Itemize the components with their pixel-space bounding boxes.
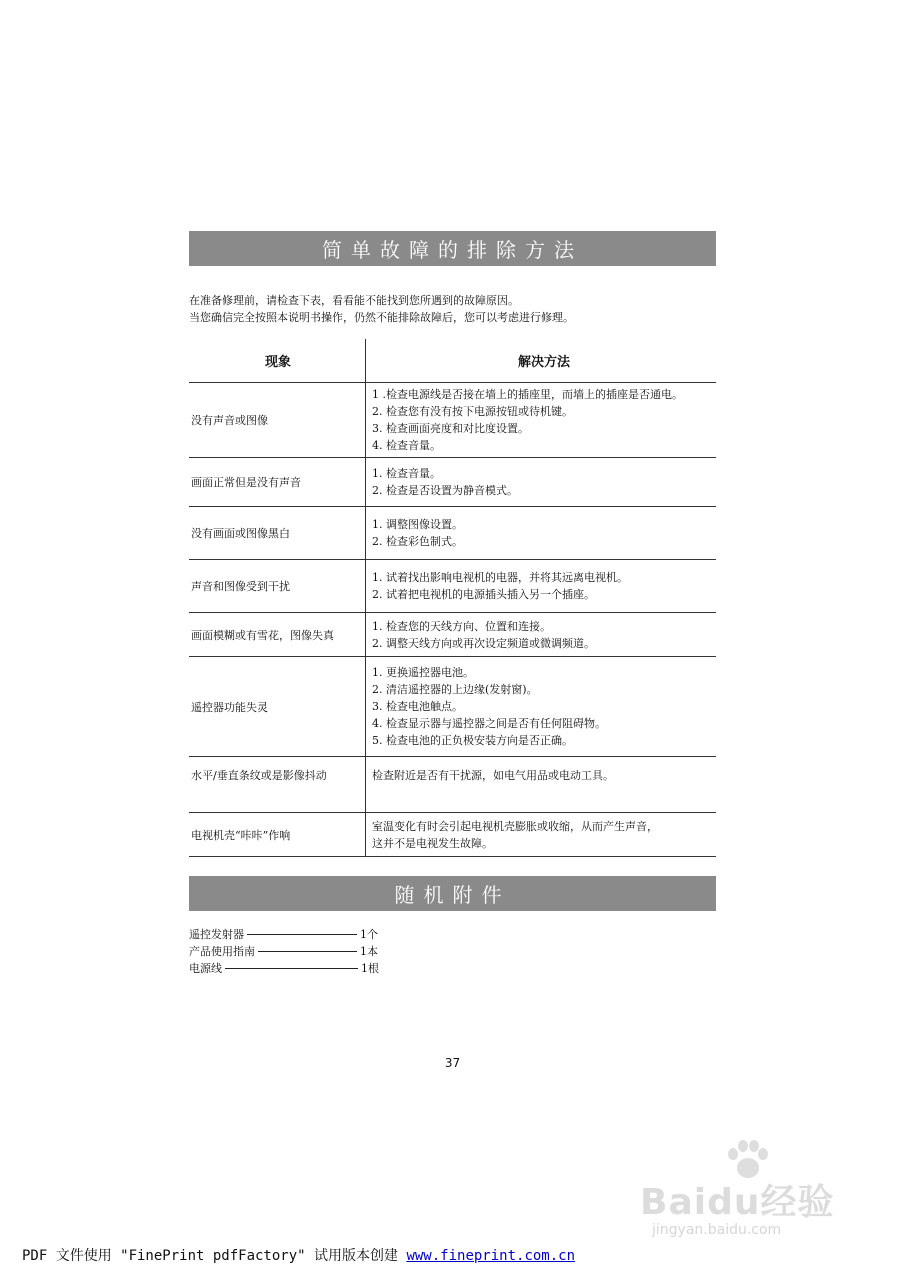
troubleshooting-table	[189, 339, 716, 857]
solution-cell	[366, 458, 717, 507]
accessory-qty: 1个	[360, 928, 378, 941]
table-row	[189, 813, 716, 857]
symptom-cell: 没有声音或图像	[189, 383, 366, 458]
solution-step: 这并不是电视发生故障。	[372, 836, 493, 850]
table-row	[189, 613, 716, 657]
solution-step: 2. 清洁遥控器的上边缘(发射窗)。	[372, 683, 538, 696]
accessory-list	[189, 926, 379, 977]
table-row	[189, 383, 716, 458]
pdf-footer	[22, 1245, 575, 1265]
solution-step: 2. 检查您有没有按下电源按钮或待机键。	[372, 405, 573, 418]
fineprint-link[interactable]: www.fineprint.com.cn	[406, 1248, 576, 1264]
solution-step: 2. 调整天线方向或再次设定频道或微调频道。	[372, 636, 595, 650]
solution-step: 4. 检查音量。	[372, 439, 441, 452]
section-title-troubleshooting: 简单故障的排除方法	[189, 231, 716, 266]
accessory-name: 产品使用指南	[189, 945, 255, 958]
symptom-cell: 水平/垂直条纹或是影像抖动	[189, 757, 366, 813]
intro-line: 当您确信完全按照本说明书操作，仍然不能排除故障后，您可以考虑进行修理。	[189, 311, 574, 324]
symptom-cell: 画面模糊或有雪花，图像失真	[189, 613, 366, 657]
section-title-accessories: 随机附件	[189, 876, 716, 911]
table-row	[189, 757, 716, 813]
solution-step: 3. 检查电池触点。	[372, 700, 463, 713]
solution-step: 1. 检查音量。	[372, 467, 441, 480]
page-number: 37	[444, 1056, 461, 1070]
accessory-qty: 1根	[361, 962, 379, 975]
footer-text: PDF 文件使用 "FinePrint pdfFactory" 试用版本创建	[22, 1248, 407, 1264]
solution-step: 1. 调整图像设置。	[372, 518, 463, 531]
solution-step: 4. 检查显示器与遥控器之间是否有任何阻碍物。	[372, 717, 606, 730]
leader-line	[247, 934, 357, 935]
symptom-cell: 没有画面或图像黑白	[189, 507, 366, 560]
solution-step: 5. 检查电池的正负极安装方向是否正确。	[372, 734, 573, 747]
solution-step: 2. 检查彩色制式。	[372, 535, 463, 548]
solution-step: 2. 检查是否设置为静音模式。	[372, 484, 518, 497]
solution-step: 1. 更换遥控器电池。	[372, 666, 474, 679]
solution-cell	[366, 383, 717, 458]
accessory-name: 电源线	[189, 962, 222, 975]
solution-step: 3. 检查画面亮度和对比度设置。	[372, 422, 529, 435]
watermark-url: jingyan.baidu.com	[652, 1222, 782, 1238]
solution-cell	[366, 507, 717, 560]
list-item	[189, 926, 379, 943]
table-header-row	[189, 339, 716, 383]
solution-step: 1 .检查电源线是否接在墙上的插座里，而墙上的插座是否通电。	[372, 388, 683, 401]
solution-step: 2. 试着把电视机的电源插头插入另一个插座。	[372, 588, 595, 601]
intro-line: 在准备修理前，请检查下表，看看能不能找到您所遇到的故障原因。	[189, 294, 519, 307]
solution-step: 1. 试着找出影响电视机的电器，并将其远离电视机。	[372, 571, 628, 584]
table-row	[189, 507, 716, 560]
solution-cell	[366, 813, 717, 857]
solution-cell	[366, 657, 717, 757]
list-item	[189, 943, 379, 960]
table-row	[189, 560, 716, 613]
symptom-cell: 画面正常但是没有声音	[189, 458, 366, 507]
solution-step: 室温变化有时会引起电视机壳膨胀或收缩，从而产生声音，	[372, 819, 658, 833]
solution-step: 1. 检查您的天线方向、位置和连接。	[372, 619, 551, 633]
symptom-cell: 声音和图像受到干扰	[189, 560, 366, 613]
accessory-name: 遥控发射器	[189, 928, 244, 941]
accessory-qty: 1本	[360, 945, 378, 958]
baidu-watermark	[640, 1140, 880, 1240]
symptom-cell: 遥控器功能失灵	[189, 657, 366, 757]
solution-cell	[366, 560, 717, 613]
watermark-brand: Baidu经验	[640, 1182, 835, 1223]
solution-header: 解决方法	[366, 339, 717, 383]
solution-step: 检查附近是否有干扰源，如电气用品或电动工具。	[372, 769, 614, 782]
list-item	[189, 960, 379, 977]
symptom-header: 现象	[189, 339, 366, 383]
table-row	[189, 657, 716, 757]
leader-line	[225, 968, 358, 969]
table-row	[189, 458, 716, 507]
solution-cell	[366, 757, 717, 813]
leader-line	[258, 951, 357, 952]
intro-text	[189, 292, 574, 326]
solution-cell	[366, 613, 717, 657]
symptom-cell: 电视机壳“咔咔”作响	[189, 813, 366, 857]
